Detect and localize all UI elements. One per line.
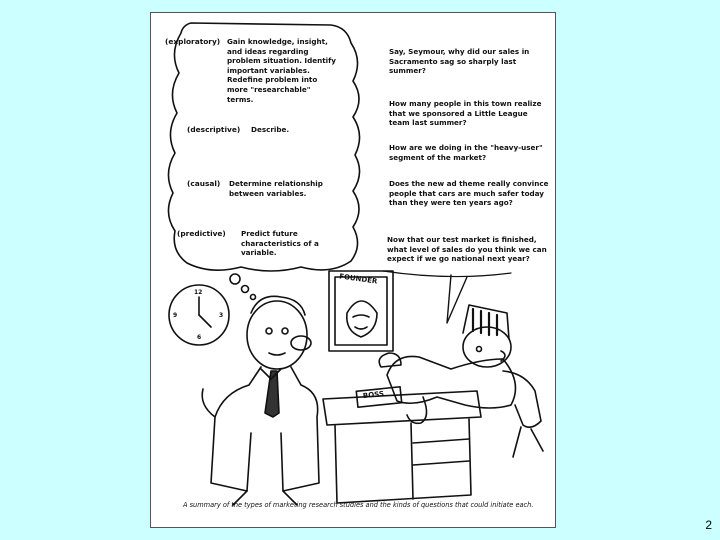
clock-9: 9 xyxy=(173,312,178,319)
text-predictive: Predict future characteristics of a variable. xyxy=(241,229,319,258)
cartoon-illustration xyxy=(151,13,556,528)
clock-3: 3 xyxy=(219,312,224,319)
desk xyxy=(323,391,481,425)
label-descriptive: (descriptive) xyxy=(187,125,241,134)
text-descriptive: Describe. xyxy=(251,125,290,134)
portrait-label: FOUNDER xyxy=(338,272,378,286)
question-sales-sag: Say, Seymour, why did our sales in Sacramento sag so sharply last summer? xyxy=(389,47,530,76)
clock-6: 6 xyxy=(197,334,202,341)
text-exploratory: Gain knowledge, insight, and ideas regarding problem situation. Identify important variables. Redefine problem into more "researchable" terms. xyxy=(227,37,336,104)
question-ad-theme: Does the new ad theme really convince people that cars are much safer today than they were ten years ago? xyxy=(389,179,549,208)
question-little-league: How many people in this town realize that we sponsored a Little League team last summer? xyxy=(389,99,542,128)
page-number: 2 xyxy=(705,518,712,532)
question-national-sales: Now that our test market is finished, what level of sales do you think we can expect if we go national next year? xyxy=(387,235,547,264)
label-exploratory: (exploratory) xyxy=(165,37,221,46)
caption: A summary of the types of marketing research studies and the kinds of questions that could initiate each. xyxy=(183,501,534,509)
desk-sign-label: BOSS xyxy=(362,389,385,401)
label-causal: (causal) xyxy=(187,179,221,188)
clock-12: 12 xyxy=(194,289,203,296)
question-heavy-user: How are we doing in the "heavy-user" segment of the market? xyxy=(389,143,543,162)
text-causal: Determine relationship between variables. xyxy=(229,179,323,198)
label-predictive: (predictive) xyxy=(177,229,226,238)
cartoon-page xyxy=(150,12,556,528)
employee-head xyxy=(247,301,307,369)
boss-figure xyxy=(387,356,516,408)
